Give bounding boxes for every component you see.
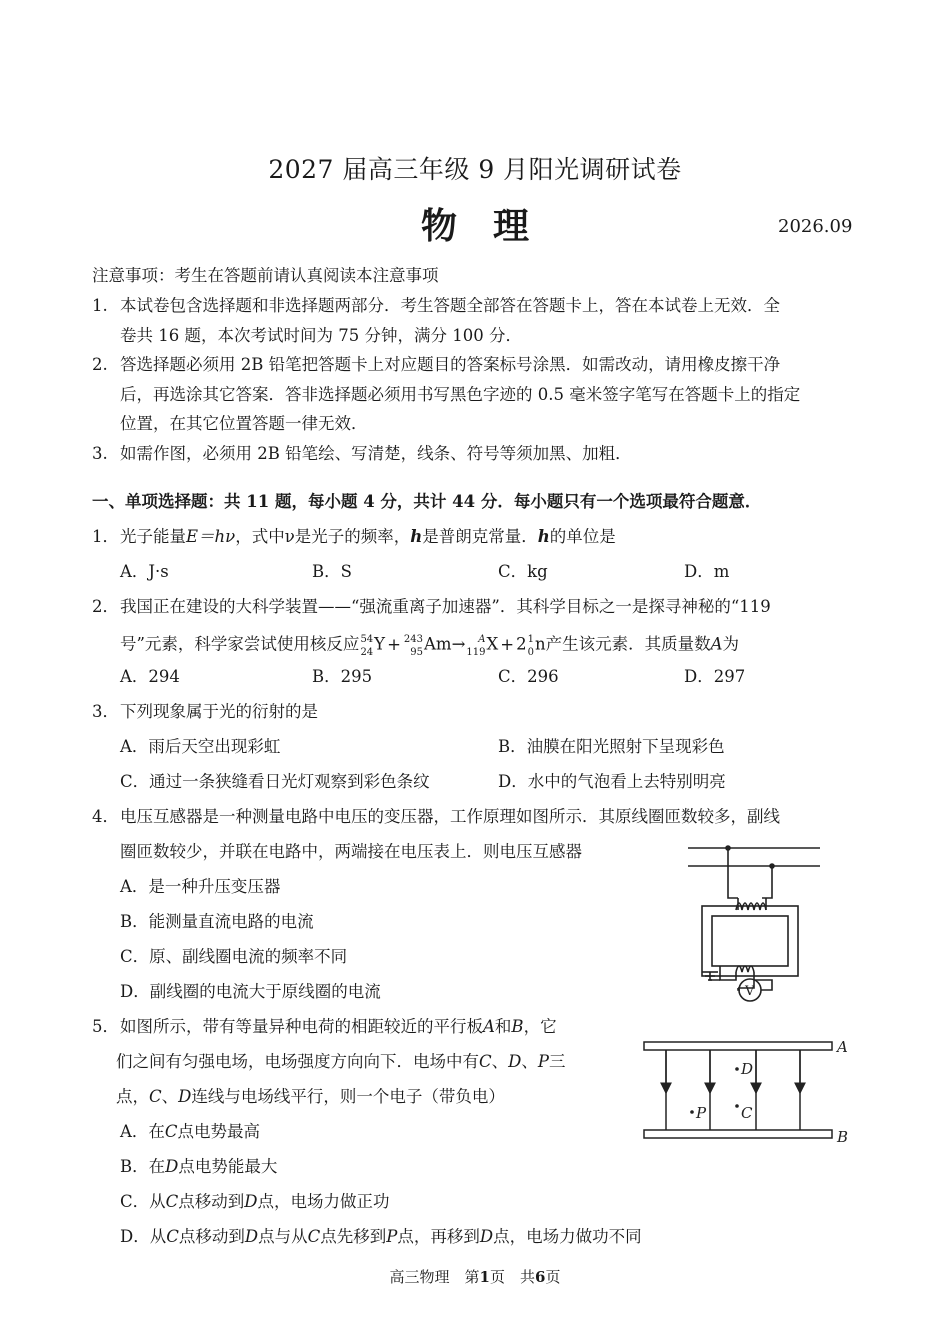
q5-text: 点， (116, 1087, 149, 1106)
option-text: 点先移到 (320, 1227, 387, 1246)
primary-lead-right (762, 866, 772, 898)
plus-sign: + (500, 634, 515, 654)
footer-text: 页 (545, 1268, 561, 1286)
question-num: 5． (92, 1017, 119, 1036)
q4-option-c: C．原、副线圈电流的频率不同 (120, 947, 348, 966)
q1-formula: E＝hν (186, 527, 236, 546)
secondary-lead-left (720, 966, 736, 980)
q2-symbol: A (710, 634, 723, 654)
notice-line: 后，再选涂其它答案．答非选择题必须用书写黑色字迹的 0.5 毫米签字笔写在答题卡上的指定 (120, 385, 801, 404)
q5-line3 (116, 1087, 505, 1107)
q1-option-b: B．S (312, 562, 352, 581)
option-text: 点移动到 (178, 1192, 245, 1211)
q3-option-a: A．雨后天空出现彩虹 (120, 737, 281, 756)
q2-line2 (120, 632, 739, 658)
point-d-label: D (741, 1060, 754, 1078)
mass-number: A (478, 634, 486, 645)
subject-title: 物理 (420, 205, 565, 247)
notice-line: 如需作图，必须用 2B 铅笔绘、写清楚，线条、符号等须加黑、加粗． (120, 444, 632, 463)
q4-line2: 圈匝数较少，并联在电路中，两端接在电压表上．则电压互感器 (120, 842, 582, 861)
q1-text: 光子能量 (120, 527, 186, 546)
atomic-number: 119 (466, 647, 486, 658)
q3-option-d: D．水中的气泡看上去特别明亮 (498, 772, 726, 791)
page-footer (0, 1266, 950, 1287)
plate-b-label: B (837, 1128, 849, 1146)
q1-symbol: h (410, 527, 423, 546)
nuclide-symbol: X (486, 634, 499, 654)
q4-option-b: B．能测量直流电路的电流 (120, 912, 314, 931)
notice-item-1 (92, 296, 780, 316)
mass-number: 243 (403, 634, 423, 645)
q2-text: 产生该元素．其质量数 (545, 634, 711, 654)
q1-text: 是普朗克常量． (422, 527, 538, 546)
option-text: D．从 (120, 1227, 167, 1246)
q5-line2 (116, 1052, 565, 1072)
footer-page-number: 1 (479, 1268, 490, 1286)
q5-symbol: C (479, 1052, 492, 1071)
q5-symbol: D (178, 1087, 192, 1106)
point-p-label: P (696, 1104, 707, 1122)
question-3 (92, 702, 318, 722)
nuclide-symbol: Am (424, 634, 452, 654)
question-num: 1． (92, 527, 119, 546)
nuclide-x-numbers (466, 632, 485, 658)
q5-text: 、 (491, 1052, 509, 1071)
footer-text: 页 共 (489, 1268, 535, 1286)
nuclide-n-numbers (528, 632, 534, 658)
q5-symbol: D (508, 1052, 522, 1071)
notice-line: 卷共 16 题，本次考试时间为 75 分钟，满分 100 分． (120, 326, 522, 345)
section-heading: 一、单项选择题：共 11 题，每小题 4 分，共计 44 分．每小题只有一个选项最符合题意． (92, 492, 762, 511)
footer-text: 高三物理 第 (389, 1268, 480, 1286)
q4-option-a: A．是一种升压变压器 (120, 877, 281, 896)
question-5 (92, 1017, 557, 1037)
q1-text: ，式中ν是光子的频率， (235, 527, 411, 546)
q5-option-d (120, 1227, 642, 1247)
atomic-number: 0 (527, 647, 534, 658)
voltage-transformer-figure (680, 840, 830, 1008)
option-text: C．从 (120, 1192, 166, 1211)
q4-option-d: D．副线圈的电流大于原线圈的电流 (120, 982, 381, 1001)
q5-symbol: P (537, 1052, 549, 1071)
notice-num: 2. (92, 355, 108, 374)
q5-symbol: A (483, 1017, 495, 1036)
core-inner (712, 916, 788, 966)
q3-option-c: C．通过一条狭缝看日光灯观察到彩色条纹 (120, 772, 430, 791)
q3-text: 下列现象属于光的衍射的是 (120, 702, 318, 721)
notice-heading: 注意事项：考生在答题前请认真阅读本注意事项 (92, 266, 439, 285)
footer-total-pages: 6 (535, 1268, 546, 1286)
q2-option-b: B．295 (312, 667, 373, 686)
mass-number: 54 (360, 634, 374, 645)
option-text: A．在 (120, 1122, 165, 1141)
point-d-dot (735, 1067, 739, 1071)
q5-text: 、 (521, 1052, 538, 1071)
q1-option-c: C．kg (498, 562, 548, 581)
notice-line: 答选择题必须用 2B 铅笔把答题卡上对应题目的答案标号涂黑．如需改动，请用橡皮擦干净 (120, 355, 781, 374)
point-c-dot (735, 1104, 739, 1108)
plate-a (644, 1042, 832, 1050)
notice-num: 1. (92, 296, 108, 315)
q5-symbol: C (165, 1192, 179, 1211)
exam-date: 2026.09 (778, 216, 853, 237)
q1-option-a: A．J·s (120, 562, 169, 581)
secondary-coil (736, 966, 754, 972)
option-text: B．在 (120, 1157, 166, 1176)
q5-option-b (120, 1157, 277, 1177)
q5-symbol: P (386, 1227, 398, 1246)
question-1 (92, 527, 616, 547)
reaction-arrow: → (451, 634, 466, 654)
plus-sign: + (387, 634, 401, 654)
q5-text: 连线与电场线平行，则一个电子（带负电） (191, 1087, 505, 1106)
q5-symbol: D (244, 1192, 258, 1211)
q5-symbol: D (244, 1227, 259, 1246)
q4-text: 电压互感器是一种测量电路中电压的变压器，工作原理如图所示．其原线圈匝数较多，副线 (120, 807, 780, 826)
notice-item-3 (92, 444, 632, 464)
atomic-number: 95 (410, 647, 423, 658)
q2-text: 为 (722, 634, 739, 654)
q2-option-d: D．297 (684, 667, 746, 686)
option-text: 点移动到 (178, 1227, 245, 1246)
q1-option-d: D．m (684, 562, 730, 581)
exam-title: 2027 届高三年级 9 月阳光调研试卷 (268, 155, 682, 184)
question-num: 2． (92, 597, 119, 616)
parallel-plates-figure (640, 1034, 856, 1146)
q5-symbol: C (149, 1087, 162, 1106)
q3-option-b: B．油膜在阳光照射下呈现彩色 (498, 737, 725, 756)
point-p-dot (690, 1110, 694, 1114)
q5-symbol: D (479, 1227, 494, 1246)
question-2 (92, 597, 771, 617)
notice-item-2 (92, 355, 780, 375)
option-text: 点，电场力做功不同 (493, 1227, 642, 1246)
plate-a-label: A (837, 1038, 848, 1056)
nuclide-symbol: n (534, 634, 546, 654)
question-4 (92, 807, 780, 827)
voltmeter-label: V (745, 984, 755, 999)
option-text: 点，电场力做正功 (257, 1192, 390, 1211)
q2-text: 号”元素，科学家尝试使用核反应 (120, 634, 360, 654)
q5-option-c (120, 1192, 389, 1212)
q5-symbol: B (511, 1017, 524, 1036)
point-c-label: C (741, 1104, 753, 1122)
nuclide-y-numbers (360, 632, 373, 658)
question-num: 4． (92, 807, 119, 826)
mass-number: 1 (527, 634, 534, 645)
q1-text: 的单位是 (549, 527, 616, 546)
q5-text: ，它 (523, 1017, 557, 1036)
q5-symbol: C (307, 1227, 321, 1246)
q2-option-a: A．294 (120, 667, 180, 686)
q5-text: 们之间有匀强电场，电场强度方向向下．电场中有 (116, 1052, 479, 1071)
primary-lead-left (728, 848, 738, 898)
q5-text: 和 (494, 1017, 512, 1036)
q5-symbol: C (164, 1122, 178, 1141)
q2-text: 我国正在建设的大科学装置——“强流重离子加速器”．其科学目标之一是探寻神秘的“119 (120, 597, 771, 616)
notice-num: 3. (92, 444, 108, 463)
nuclide-am-numbers (404, 632, 423, 658)
q1-symbol: h (537, 527, 550, 546)
option-text: 点电势最高 (177, 1122, 261, 1141)
q2-option-c: C．296 (498, 667, 559, 686)
notice-line: 本试卷包含选择题和非选择题两部分．考生答题全部答在答题卡上，答在本试卷上无效．全 (120, 296, 780, 315)
option-text: 点，再移到 (397, 1227, 480, 1246)
notice-line: 位置，在其它位置答题一律无效． (120, 414, 368, 433)
q5-option-a (120, 1122, 260, 1142)
option-text: 点与从 (258, 1227, 308, 1246)
q5-text: 三 (548, 1052, 566, 1071)
nuclide-symbol: Y (374, 634, 386, 654)
q5-symbol: C (166, 1227, 179, 1246)
q5-text: 如图所示，带有等量异种电荷的相距较近的平行板 (120, 1017, 483, 1036)
question-num: 3． (92, 702, 119, 721)
plate-b (644, 1130, 832, 1138)
coefficient: 2 (516, 634, 527, 654)
q5-text: 、 (161, 1087, 179, 1106)
option-text: 点电势能最大 (178, 1157, 278, 1176)
q5-symbol: D (165, 1157, 179, 1176)
atomic-number: 24 (360, 647, 374, 658)
